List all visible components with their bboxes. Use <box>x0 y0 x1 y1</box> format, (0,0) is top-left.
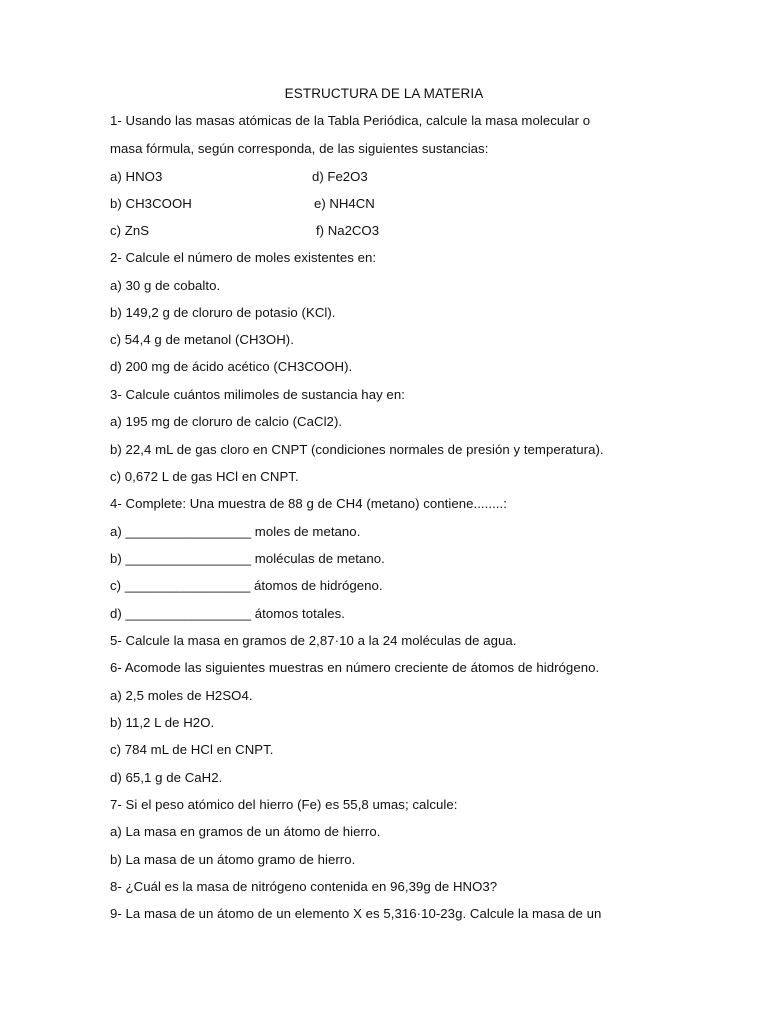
document-title: ESTRUCTURA DE LA MATERIA <box>284 86 484 101</box>
question-4: 4- Complete: Una muestra de 88 g de CH4 (metano) contiene........: <box>110 496 507 511</box>
question-2-item-d: d) 200 mg de ácido acético (CH3COOH). <box>110 359 353 374</box>
question-6-item-a: a) 2,5 moles de H2SO4. <box>110 688 253 703</box>
question-3-item-c: c) 0,672 L de gas HCl en CNPT. <box>110 469 299 484</box>
question-6-item-c: c) 784 mL de HCl en CNPT. <box>110 742 274 757</box>
question-1-item-b: b) CH3COOH <box>110 196 192 211</box>
question-5: 5- Calcule la masa en gramos de 2,87·10 a la 24 moléculas de agua. <box>110 633 517 648</box>
question-2-item-c: c) 54,4 g de metanol (CH3OH). <box>110 332 294 347</box>
question-6-item-d: d) 65,1 g de CaH2. <box>110 770 223 785</box>
question-6-item-b: b) 11,2 L de H2O. <box>110 715 215 730</box>
question-4-item-a: a) _________________ moles de metano. <box>110 524 361 539</box>
question-4-item-c: c) _________________ átomos de hidrógeno. <box>110 578 383 593</box>
question-2-item-a: a) 30 g de cobalto. <box>110 278 221 293</box>
question-7: 7- Si el peso atómico del hierro (Fe) es 55,8 umas; calcule: <box>110 797 458 812</box>
question-1-item-a: a) HNO3 <box>110 169 163 184</box>
question-6: 6- Acomode las siguientes muestras en número creciente de átomos de hidrógeno. <box>110 660 600 675</box>
question-8: 8- ¿Cuál es la masa de nitrógeno contenida en 96,39g de HNO3? <box>110 879 498 894</box>
question-3-item-b: b) 22,4 mL de gas cloro en CNPT (condiciones normales de presión y temperatura). <box>110 442 604 457</box>
question-7-item-a: a) La masa en gramos de un átomo de hierro. <box>110 824 381 839</box>
question-1-item-c: c) ZnS <box>110 223 150 238</box>
question-1-line-1: 1- Usando las masas atómicas de la Tabla Periódica, calcule la masa molecular o <box>110 113 591 128</box>
question-1-item-f: f) Na2CO3 <box>316 223 380 238</box>
question-4-item-b: b) _________________ moléculas de metano. <box>110 551 385 566</box>
question-9: 9- La masa de un átomo de un elemento X es 5,316·10-23g. Calcule la masa de un <box>110 906 602 921</box>
question-1-line-2: masa fórmula, según corresponda, de las siguientes sustancias: <box>110 141 489 156</box>
question-1-item-d: d) Fe2O3 <box>312 169 368 184</box>
question-3: 3- Calcule cuántos milimoles de sustancia hay en: <box>110 387 405 402</box>
question-2-item-b: b) 149,2 g de cloruro de potasio (KCl). <box>110 305 336 320</box>
question-7-item-b: b) La masa de un átomo gramo de hierro. <box>110 852 356 867</box>
question-1-item-e: e) NH4CN <box>314 196 375 211</box>
question-3-item-a: a) 195 mg de cloruro de calcio (CaCl2). <box>110 414 343 429</box>
question-2: 2- Calcule el número de moles existentes en: <box>110 250 377 265</box>
question-4-item-d: d) _________________ átomos totales. <box>110 606 345 621</box>
